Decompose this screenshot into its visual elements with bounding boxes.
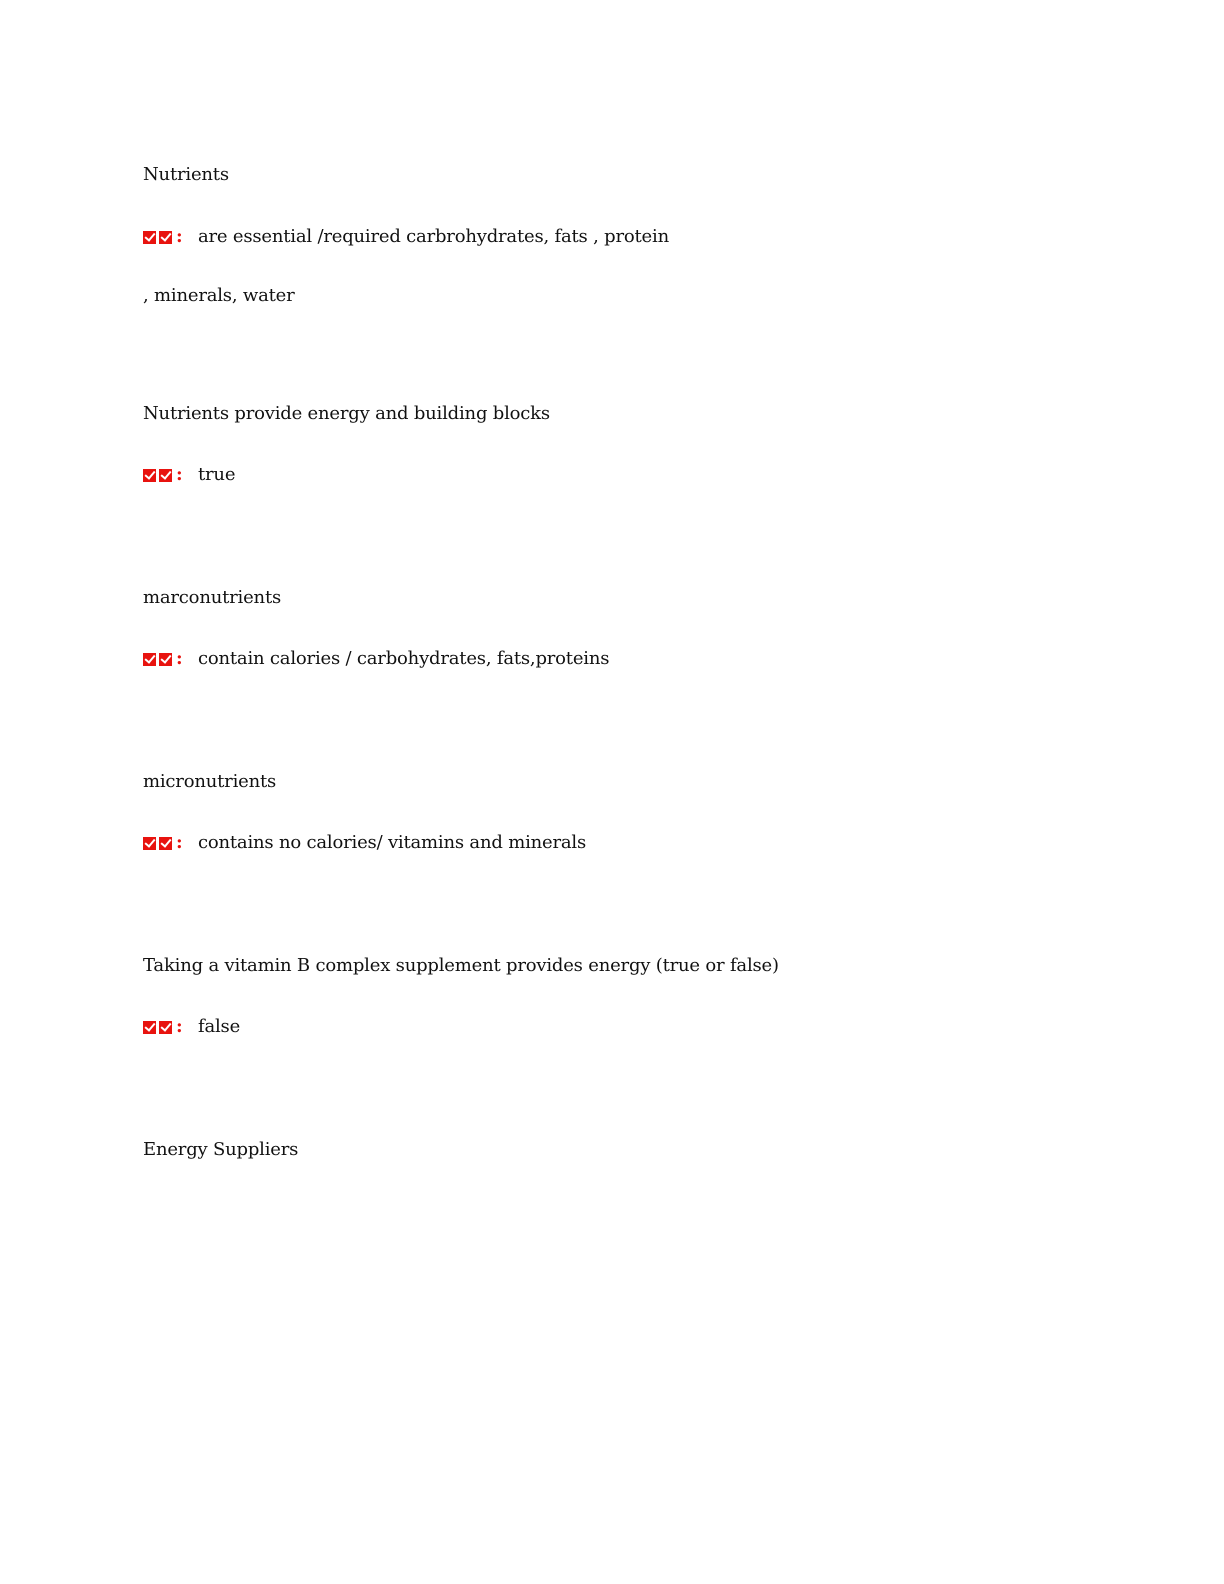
marker-colon: :: [176, 464, 183, 485]
checkbox-checked-icon: [143, 1021, 156, 1034]
answer-row: [143, 648, 609, 670]
checkbox-checked-icon: [143, 469, 156, 482]
marker-colon: :: [176, 832, 183, 853]
marker-colon: :: [176, 648, 183, 669]
checkbox-checked-icon: [159, 469, 172, 482]
answer-row: [143, 832, 586, 854]
answer-row: [143, 226, 669, 248]
checkbox-checked-icon: [159, 653, 172, 666]
term-energy-building-blocks: Nutrients provide energy and building blocks: [143, 403, 550, 424]
checkbox-checked-icon: [159, 1021, 172, 1034]
checkbox-checked-icon: [143, 231, 156, 244]
answer-row: [143, 1016, 240, 1038]
answer-marker: [143, 1016, 182, 1038]
term-vitamin-b-complex: Taking a vitamin B complex supplement provides energy (true or false): [143, 955, 779, 976]
answer-text: true: [197, 464, 236, 485]
answer-marker: [143, 832, 182, 854]
term-macronutrients: marconutrients: [143, 587, 282, 608]
term-energy-suppliers: Energy Suppliers: [143, 1139, 299, 1160]
answer-marker: [143, 648, 182, 670]
answer-marker: [143, 464, 182, 486]
checkbox-checked-icon: [159, 837, 172, 850]
term-nutrients: Nutrients: [143, 164, 229, 185]
answer-text: contains no calories/ vitamins and minerals: [197, 832, 586, 853]
checkbox-checked-icon: [159, 231, 172, 244]
marker-colon: :: [176, 1016, 183, 1037]
answer-marker: [143, 226, 182, 248]
term-micronutrients: micronutrients: [143, 771, 277, 792]
checkbox-checked-icon: [143, 653, 156, 666]
answer-continuation: , minerals, water: [143, 285, 295, 306]
answer-text: contain calories / carbohydrates, fats,proteins: [197, 648, 610, 669]
checkbox-checked-icon: [143, 837, 156, 850]
answer-row: [143, 464, 235, 486]
answer-text: are essential /required carbrohydrates, fats , protein: [197, 226, 669, 247]
answer-text: false: [197, 1016, 241, 1037]
marker-colon: :: [176, 226, 183, 247]
